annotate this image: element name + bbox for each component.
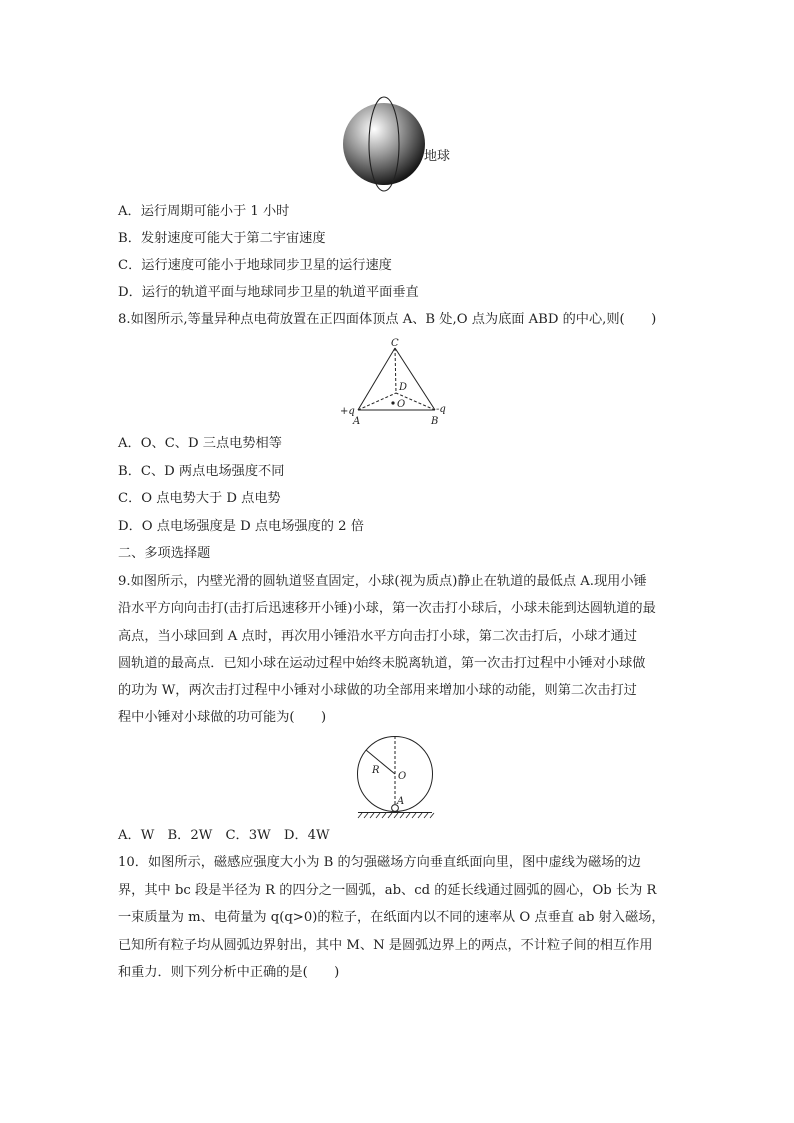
circle-track-figure	[356, 736, 436, 820]
point-o-dot	[391, 401, 394, 404]
label-o-center: O	[398, 771, 407, 782]
label-a: A	[353, 416, 361, 427]
q9-line-2: 沿水平方向向击打(击打后迅速移开小锤)小球，第一次击打小球后，小球未能到达圆轨道的最	[118, 601, 656, 616]
earth-sphere	[343, 103, 425, 185]
q10-line-3: 一束质量为 m、电荷量为 q(q>0)的粒子，在纸面内以不同的速率从 O 点垂直 ab 射入磁场，	[118, 910, 665, 925]
q8-stem: 8.如图所示,等量异种点电荷放置在正四面体顶点 A、B 处,O 点为底面 ABD 的中心,则( )	[118, 312, 657, 327]
earth-label: 地球	[424, 149, 451, 164]
q9-line-6: 程中小锤对小球做的功可能为( )	[118, 710, 327, 725]
label-d: D	[399, 382, 408, 393]
q8-option-b: B．C、D 两点电场强度不同	[118, 464, 285, 479]
q8-option-d: D．O 点电场强度是 D 点电场强度的 2 倍	[118, 519, 364, 534]
q8-option-a: A．O、C、D 三点电势相等	[118, 436, 282, 451]
label-b: B	[431, 416, 439, 427]
section-2-title: 二、多项选择题	[118, 546, 211, 561]
earth-figure	[330, 96, 460, 200]
label-c: C	[391, 338, 399, 349]
q7-option-a: A．运行周期可能小于 1 小时	[118, 204, 290, 219]
label-plus-q: +q	[340, 406, 355, 417]
label-r: R	[372, 765, 380, 776]
q7-option-d: D．运行的轨道平面与地球同步卫星的轨道平面垂直	[118, 285, 419, 300]
q10-line-5: 和重力．则下列分析中正确的是( )	[118, 965, 340, 980]
q9-options: A．W B．2W C．3W D．4W	[118, 828, 330, 843]
tetrahedron-figure	[338, 336, 458, 428]
label-a-bottom: A	[397, 796, 405, 807]
q9-line-4: 圆轨道的最高点．已知小球在运动过程中始终未脱离轨道，第一次击打过程中小锤对小球做	[118, 656, 646, 671]
label-o: O	[397, 399, 406, 410]
q9-line-3: 高点，当小球回到 A 点时，再次用小锤沿水平方向击打小球，第二次击打后，小球才通过	[118, 629, 638, 644]
q7-option-b: B．发射速度可能大于第二宇宙速度	[118, 231, 326, 246]
q7-option-c: C．运行速度可能小于地球同步卫星的运行速度	[118, 258, 392, 273]
q10-line-2: 界，其中 bc 段是半径为 R 的四分之一圆弧，ab、cd 的延长线通过圆弧的圆心，Ob 长为 R	[118, 883, 657, 898]
label-minus-q: -q	[436, 404, 446, 415]
radius-line	[366, 750, 395, 774]
q9-line-5: 的功为 W，两次击打过程中小锤对小球做的功全部用来增加小球的动能，则第二次击打过	[118, 683, 637, 698]
q9-line-1: 9.如图所示，内壁光滑的圆轨道竖直固定，小球(视为质点)静止在轨道的最低点 A.现用小锤	[118, 574, 647, 589]
q10-line-1: 10．如图所示，磁感应强度大小为 B 的匀强磁场方向垂直纸面向里，图中虚线为磁场的边	[118, 855, 641, 870]
q8-option-c: C．O 点电势大于 D 点电势	[118, 491, 281, 506]
q10-line-4: 已知所有粒子均从圆弧边界射出，其中 M、N 是圆弧边界上的两点，不计粒子间的相互作用	[118, 938, 653, 953]
